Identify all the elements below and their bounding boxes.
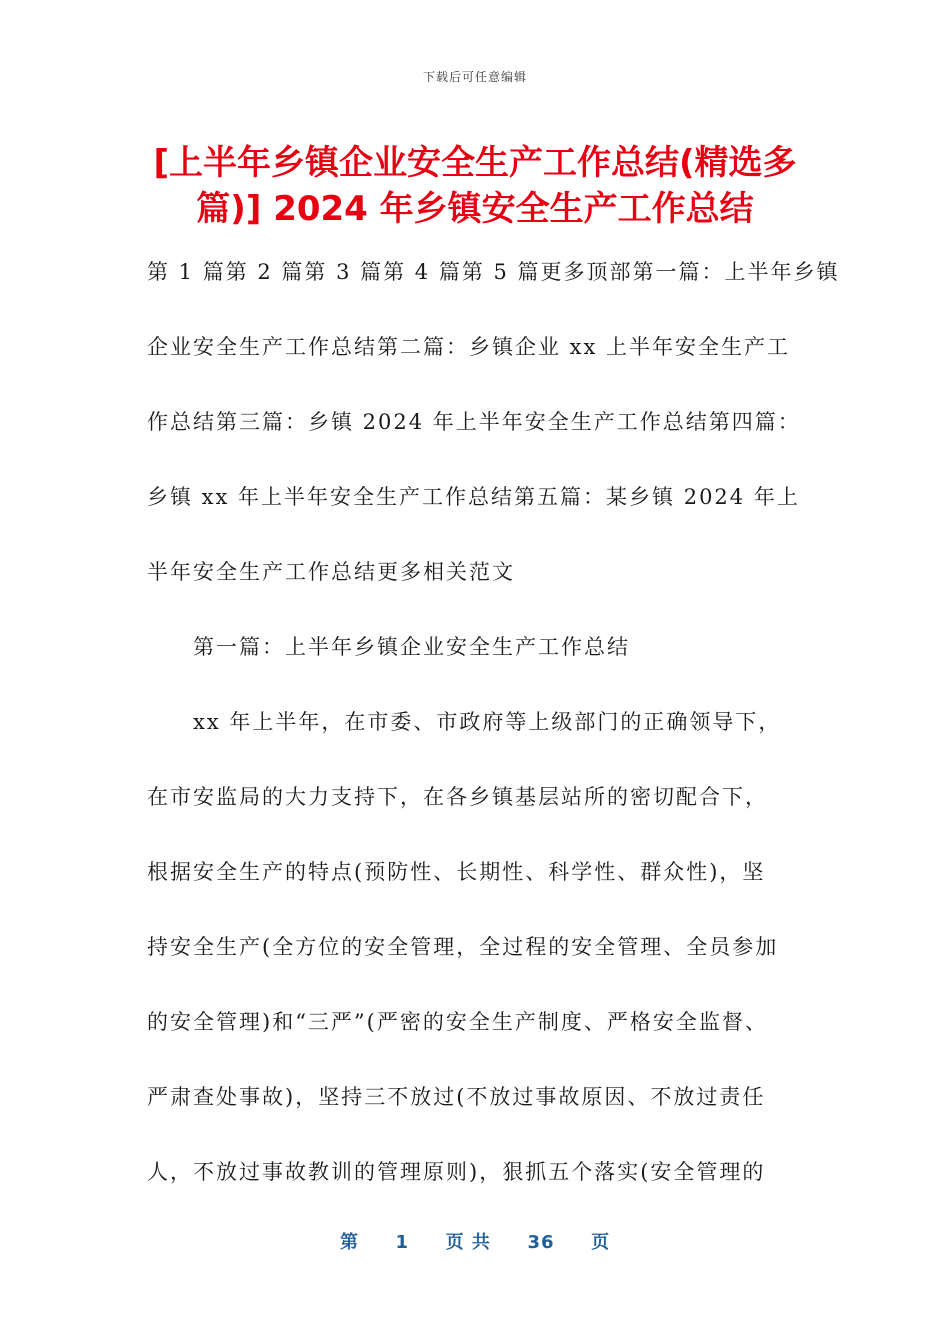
- header-note: 下载后可任意编辑: [422, 70, 527, 84]
- footer-total-pages: 36: [527, 1232, 555, 1253]
- page-footer: [0, 1228, 950, 1254]
- paragraph-line: 根据安全生产的特点(预防性、长期性、科学性、群众性)，坚: [147, 860, 766, 884]
- table-of-contents: [147, 256, 840, 586]
- paragraph-line: xx 年上半年，在市委、市政府等上级部门的正确领导下，: [193, 710, 782, 734]
- footer-page-mid: 页 共: [445, 1232, 491, 1253]
- toc-line: 企业安全生产工作总结第二篇：乡镇企业 xx 上半年安全生产工: [147, 335, 791, 359]
- paragraph-line: 在市安监局的大力支持下，在各乡镇基层站所的密切配合下，: [147, 785, 768, 809]
- footer-page-number: 1: [395, 1232, 410, 1253]
- paragraph-line: 持安全生产(全方位的安全管理，全过程的安全管理、全员参加: [147, 935, 779, 959]
- document-title: [130, 140, 820, 232]
- section-heading: 第一篇：上半年乡镇企业安全生产工作总结: [193, 635, 630, 659]
- toc-line: 乡镇 xx 年上半年安全生产工作总结第五篇：某乡镇 2024 年上: [147, 485, 800, 509]
- paragraph-line: 人，不放过事故教训的管理原则)，狠抓五个落实(安全管理的: [147, 1160, 766, 1184]
- paragraph-line: 的安全管理)和“三严”(严密的安全生产制度、严格安全监督、: [147, 1010, 768, 1034]
- paragraph-line: 严肃查处事故)，坚持三不放过(不放过事故原因、不放过责任: [147, 1085, 766, 1109]
- body-paragraph: [147, 706, 807, 1186]
- toc-line: 作总结第三篇：乡镇 2024 年上半年安全生产工作总结第四篇：: [147, 410, 801, 434]
- section-heading-block: [147, 631, 807, 661]
- footer-page-prefix: 第: [339, 1232, 359, 1253]
- toc-line: 半年安全生产工作总结更多相关范文: [147, 560, 515, 584]
- toc-line: 第 1 篇第 2 篇第 3 篇第 4 篇第 5 篇更多顶部第一篇：上半年乡镇: [147, 260, 840, 284]
- footer-page-suffix: 页: [591, 1232, 611, 1253]
- title-line-1: [上半年乡镇企业安全生产工作总结(精选多: [153, 143, 797, 183]
- title-line-2: 篇)] 2024 年乡镇安全生产工作总结: [196, 189, 754, 229]
